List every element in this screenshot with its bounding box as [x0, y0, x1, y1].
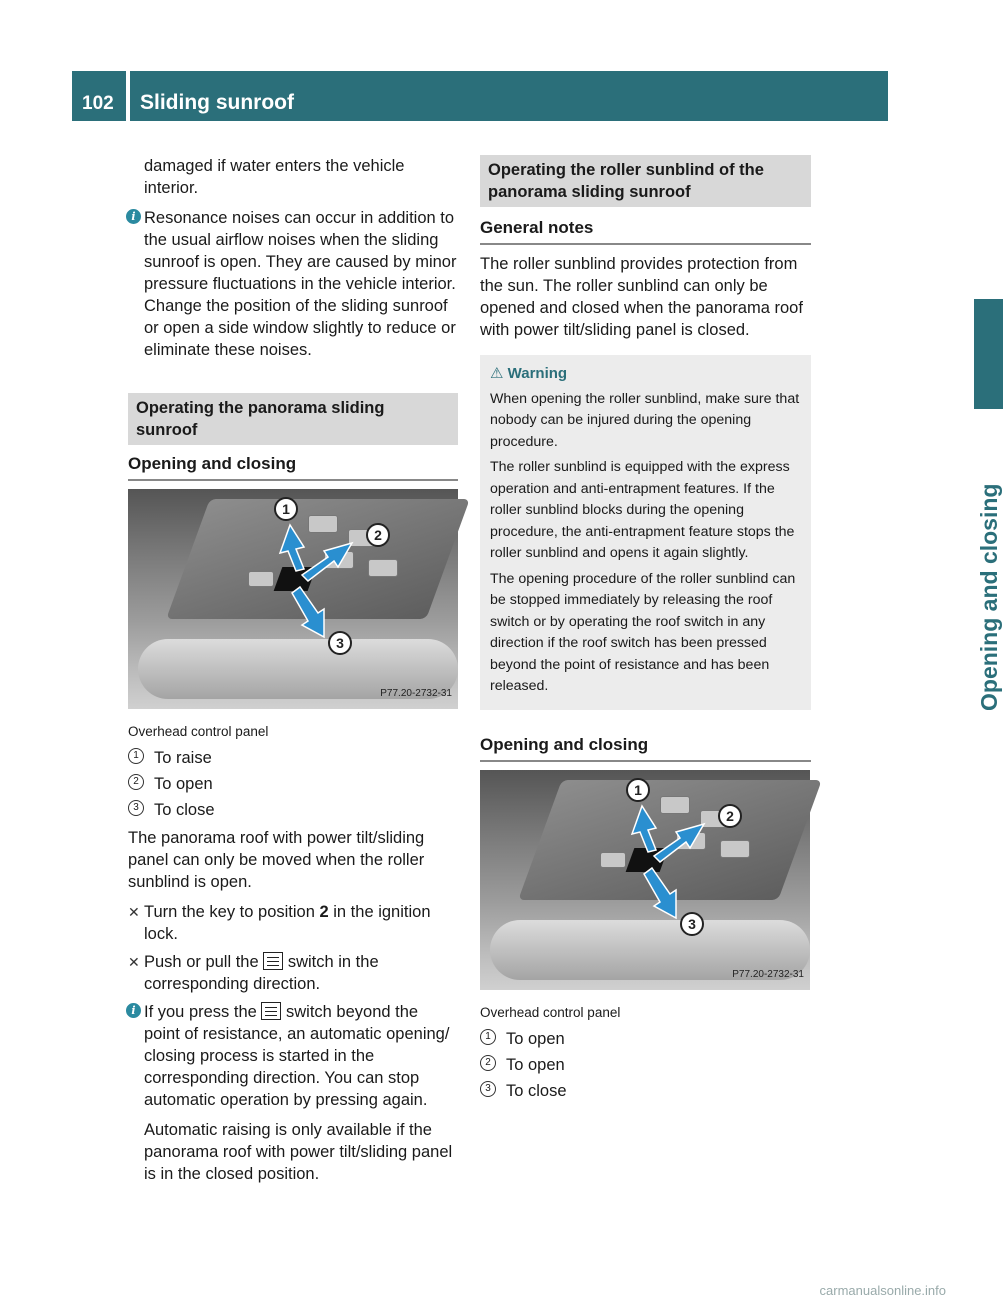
list-number: 3 [128, 800, 144, 816]
list-text: To open [506, 1055, 565, 1074]
section-heading-panorama: Operating the panorama sliding sunroof [128, 393, 458, 445]
side-tab-label: Opening and closing [976, 483, 1002, 711]
step-text: Push or pull the [144, 953, 264, 971]
subheading-opening-closing-roller: Opening and closing [480, 734, 811, 762]
list-number: 3 [480, 1081, 496, 1097]
warning-text: The opening procedure of the roller sunblind can be stopped immediately by releasing the roof switch or by operating the roof switch in any direction if the roof switch has been pressed beyond the point of resistance and has been released. [490, 570, 796, 694]
image-caption: Overhead control panel [480, 1004, 621, 1020]
step-arrow-icon: ✕ [128, 954, 140, 970]
info-note-resonance [128, 207, 458, 361]
warning-box [480, 355, 811, 710]
list-number: 2 [480, 1055, 496, 1071]
note-text: switch beyond the point of resistance, an automatic opening/ closing process is started in the corresponding direction. You can stop automatic operation by pressing again. [144, 1003, 450, 1109]
key-position: 2 [319, 903, 329, 921]
list-text: To raise [154, 749, 212, 767]
image-caption: Overhead control panel [128, 724, 269, 739]
note-text: If you press the [144, 1003, 262, 1021]
note-text-raising: Automatic raising is only available if the panorama roof with power tilt/sliding panel is in the closed position. [144, 1121, 453, 1183]
callout-3-label: 3 [336, 635, 344, 651]
step-arrow-icon: ✕ [128, 904, 140, 920]
overhead-control-panel-image-2 [480, 770, 810, 990]
step-push-switch [128, 951, 458, 995]
warning-triangle-icon: ⚠ [490, 365, 504, 382]
left-column [128, 155, 458, 1193]
info-icon: i [126, 209, 141, 224]
callout-1-label: 1 [282, 501, 290, 517]
list-item [480, 1080, 811, 1102]
list-item [128, 773, 458, 795]
intro-text: damaged if water enters the vehicle interior. [144, 157, 405, 197]
image-code: P77.20-2732-31 [732, 968, 804, 980]
arrow-raise-icon [632, 806, 656, 852]
right-column [480, 155, 811, 1106]
direction-arrows [480, 770, 810, 990]
step-turn-key [128, 901, 458, 945]
image-code: P77.20-2732-31 [380, 688, 452, 699]
roof-switch-icon [261, 1002, 281, 1020]
callout-2-label: 2 [374, 527, 382, 543]
arrow-open-icon [302, 543, 352, 581]
callout-1-label: 1 [634, 781, 642, 798]
warning-text: The roller sunblind is equipped with the express operation and anti-entrapment features. If the roller sunblind blocks during the opening procedure, the anti-entrapment feature stops the roller sunblind and opens it again slightly. [490, 459, 795, 561]
callout-3-label: 3 [688, 915, 696, 932]
arrow-close-icon [292, 587, 324, 637]
step-text: in the ignition lock. [144, 903, 431, 943]
section-heading-roller-sunblind: Operating the roller sunblind of the panorama sliding sunroof [480, 155, 811, 207]
list-text: To close [506, 1081, 567, 1100]
list-text: To open [506, 1029, 565, 1048]
list-item [128, 747, 458, 769]
arrow-raise-icon [280, 525, 304, 571]
list-item [128, 799, 458, 821]
warning-heading [490, 363, 801, 385]
side-tab-marker [974, 299, 1003, 409]
roof-switch-icon [263, 952, 283, 970]
paragraph-roller-open: The panorama roof with power tilt/sliding panel can only be moved when the roller sunblind is open. [128, 829, 425, 891]
page-header [72, 71, 888, 121]
paragraph-general-notes: The roller sunblind provides protection from the sun. The roller sunblind can only be opened and closed when the panorama roof with power tilt/sliding panel is closed. [480, 255, 803, 339]
info-note-automatic [128, 1001, 458, 1185]
callout-2-label: 2 [726, 807, 734, 824]
list-number: 1 [128, 748, 144, 764]
list-number: 1 [480, 1029, 496, 1045]
subheading-opening-closing: Opening and closing [128, 453, 458, 481]
info-note-text: Resonance noises can occur in addition to the usual airflow noises when the sliding sunroof is open. They are caused by minor pressure fluctuations in the vehicle interior. Change the position of the sliding sunroof or open a side window slightly to reduce or eliminate these noises. [144, 209, 457, 359]
page-number: 102 [82, 93, 114, 114]
watermark: carmanualsonline.info [819, 1283, 946, 1298]
warning-text: When opening the roller sunblind, make sure that nobody can be injured during the opening procedure. [490, 390, 800, 450]
page-title: Sliding sunroof [140, 91, 294, 114]
header-divider [126, 71, 130, 121]
info-icon: i [126, 1003, 141, 1018]
arrow-open-icon [654, 824, 704, 862]
subheading-general-notes: General notes [480, 217, 811, 245]
list-item [480, 1054, 811, 1076]
direction-arrows [128, 489, 458, 709]
step-text: Turn the key to position [144, 903, 320, 921]
list-number: 2 [128, 774, 144, 790]
arrow-close-icon [644, 868, 676, 918]
list-text: To open [154, 775, 213, 793]
warning-title: Warning [507, 365, 568, 382]
list-text: To close [154, 801, 215, 819]
list-item [480, 1028, 811, 1050]
step-text: switch in the corresponding direction. [144, 953, 379, 993]
overhead-control-panel-image [128, 489, 458, 709]
